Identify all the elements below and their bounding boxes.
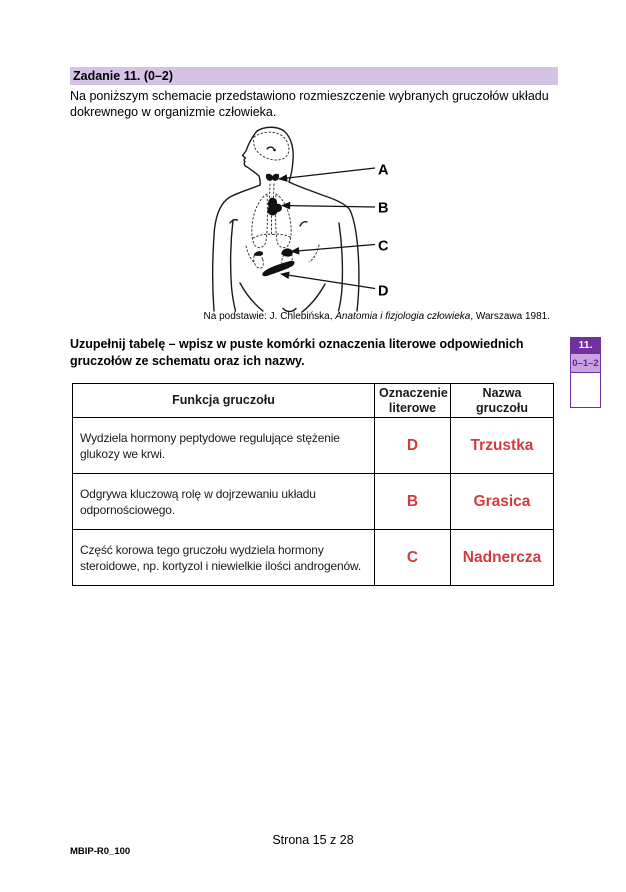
- pointer-line-a: [279, 168, 375, 179]
- caption-book-title: Anatomia i fizjologia człowieka: [335, 311, 471, 322]
- pointer-line-d: [281, 274, 375, 289]
- name-answer-cell[interactable]: Grasica: [451, 474, 554, 530]
- diagram-label-b: B: [378, 200, 389, 217]
- letter-answer-cell[interactable]: B: [375, 474, 451, 530]
- caption-prefix: Na podstawie: J. Chlebińska,: [203, 311, 336, 322]
- endocrine-diagram-svg: [203, 124, 403, 312]
- trachea-dotted: [270, 184, 275, 198]
- letter-answer-cell[interactable]: D: [375, 418, 451, 474]
- task-instruction-line2: gruczołów ze schematu oraz ich nazwy.: [70, 353, 305, 368]
- function-line: steroidowe, np. kortyzol i niewielkie ilości androgenów.: [80, 558, 362, 573]
- function-line: odpornościowego.: [80, 502, 176, 517]
- left-adrenal-gland-shape: [254, 251, 263, 255]
- pituitary-gland-shape: [267, 147, 274, 149]
- task-intro-line2: dokrewnego w organizmie człowieka.: [70, 105, 277, 119]
- table-row: [73, 474, 554, 530]
- thymus-gland-shape: [268, 198, 282, 215]
- source-caption: [70, 311, 558, 322]
- table-row: [73, 418, 554, 474]
- page-number: Strona 15 z 28: [272, 833, 354, 847]
- diaphragm-dotted: [253, 234, 292, 238]
- brain-dotted-outline: [254, 132, 289, 160]
- diagram-label-c: C: [378, 238, 389, 255]
- human-body-outline: [213, 127, 359, 312]
- left-lung-dotted: [252, 194, 268, 248]
- thyroid-gland-shape: [266, 174, 279, 180]
- caption-suffix: , Warszawa 1981.: [470, 311, 550, 322]
- pointer-line-b: [282, 206, 375, 208]
- score-box-task-number: 11.: [571, 338, 600, 353]
- pointer-lines: [279, 168, 375, 289]
- right-lung-dotted: [276, 194, 292, 248]
- function-cell: [73, 474, 375, 530]
- pointer-line-c: [291, 245, 375, 252]
- score-box-points-scale: 0–1–2: [571, 353, 600, 373]
- table-row: [73, 530, 554, 586]
- diagram-label-a: A: [378, 162, 389, 179]
- task-intro-line1: Na poniższym schemacie przedstawiono rozmieszczenie wybranych gruczołów układu: [70, 89, 549, 103]
- internal-organs-dotted: [246, 132, 319, 269]
- function-line: Odgrywa kluczową rolę w dojrzewaniu układu: [80, 486, 316, 501]
- task-instruction: [70, 336, 570, 369]
- function-cell: [73, 530, 375, 586]
- header-letter: Oznaczenie literowe: [375, 384, 451, 418]
- task-header-bar: Zadanie 11. (0–2): [70, 67, 558, 85]
- score-box: [570, 337, 601, 408]
- header-function: Funkcja gruczołu: [73, 384, 375, 418]
- letter-answer-cell[interactable]: C: [375, 530, 451, 586]
- function-cell: [73, 418, 375, 474]
- function-line: Wydziela hormony peptydowe regulujące stężenie: [80, 430, 340, 445]
- body-diagram: [203, 124, 403, 312]
- diagram-label-d: D: [378, 283, 389, 300]
- name-answer-cell[interactable]: Trzustka: [451, 418, 554, 474]
- task-intro: [70, 88, 570, 120]
- score-box-blank-cell: [571, 373, 600, 407]
- function-line: Część korowa tego gruczołu wydziela hormony: [80, 542, 324, 557]
- task-instruction-line1: Uzupełnij tabelę – wpisz w puste komórki oznaczenia literowe odpowiednich: [70, 337, 524, 351]
- header-name: Nazwa gruczołu: [451, 384, 554, 418]
- table-header-row: [73, 384, 554, 418]
- pancreas-shape: [263, 261, 295, 276]
- name-answer-cell[interactable]: Nadnercza: [451, 530, 554, 586]
- document-code: MBIP-R0_100: [70, 846, 131, 857]
- function-line: glukozy we krwi.: [80, 446, 165, 461]
- answer-table: [72, 383, 554, 586]
- pituitary-gland-dot: [273, 149, 276, 152]
